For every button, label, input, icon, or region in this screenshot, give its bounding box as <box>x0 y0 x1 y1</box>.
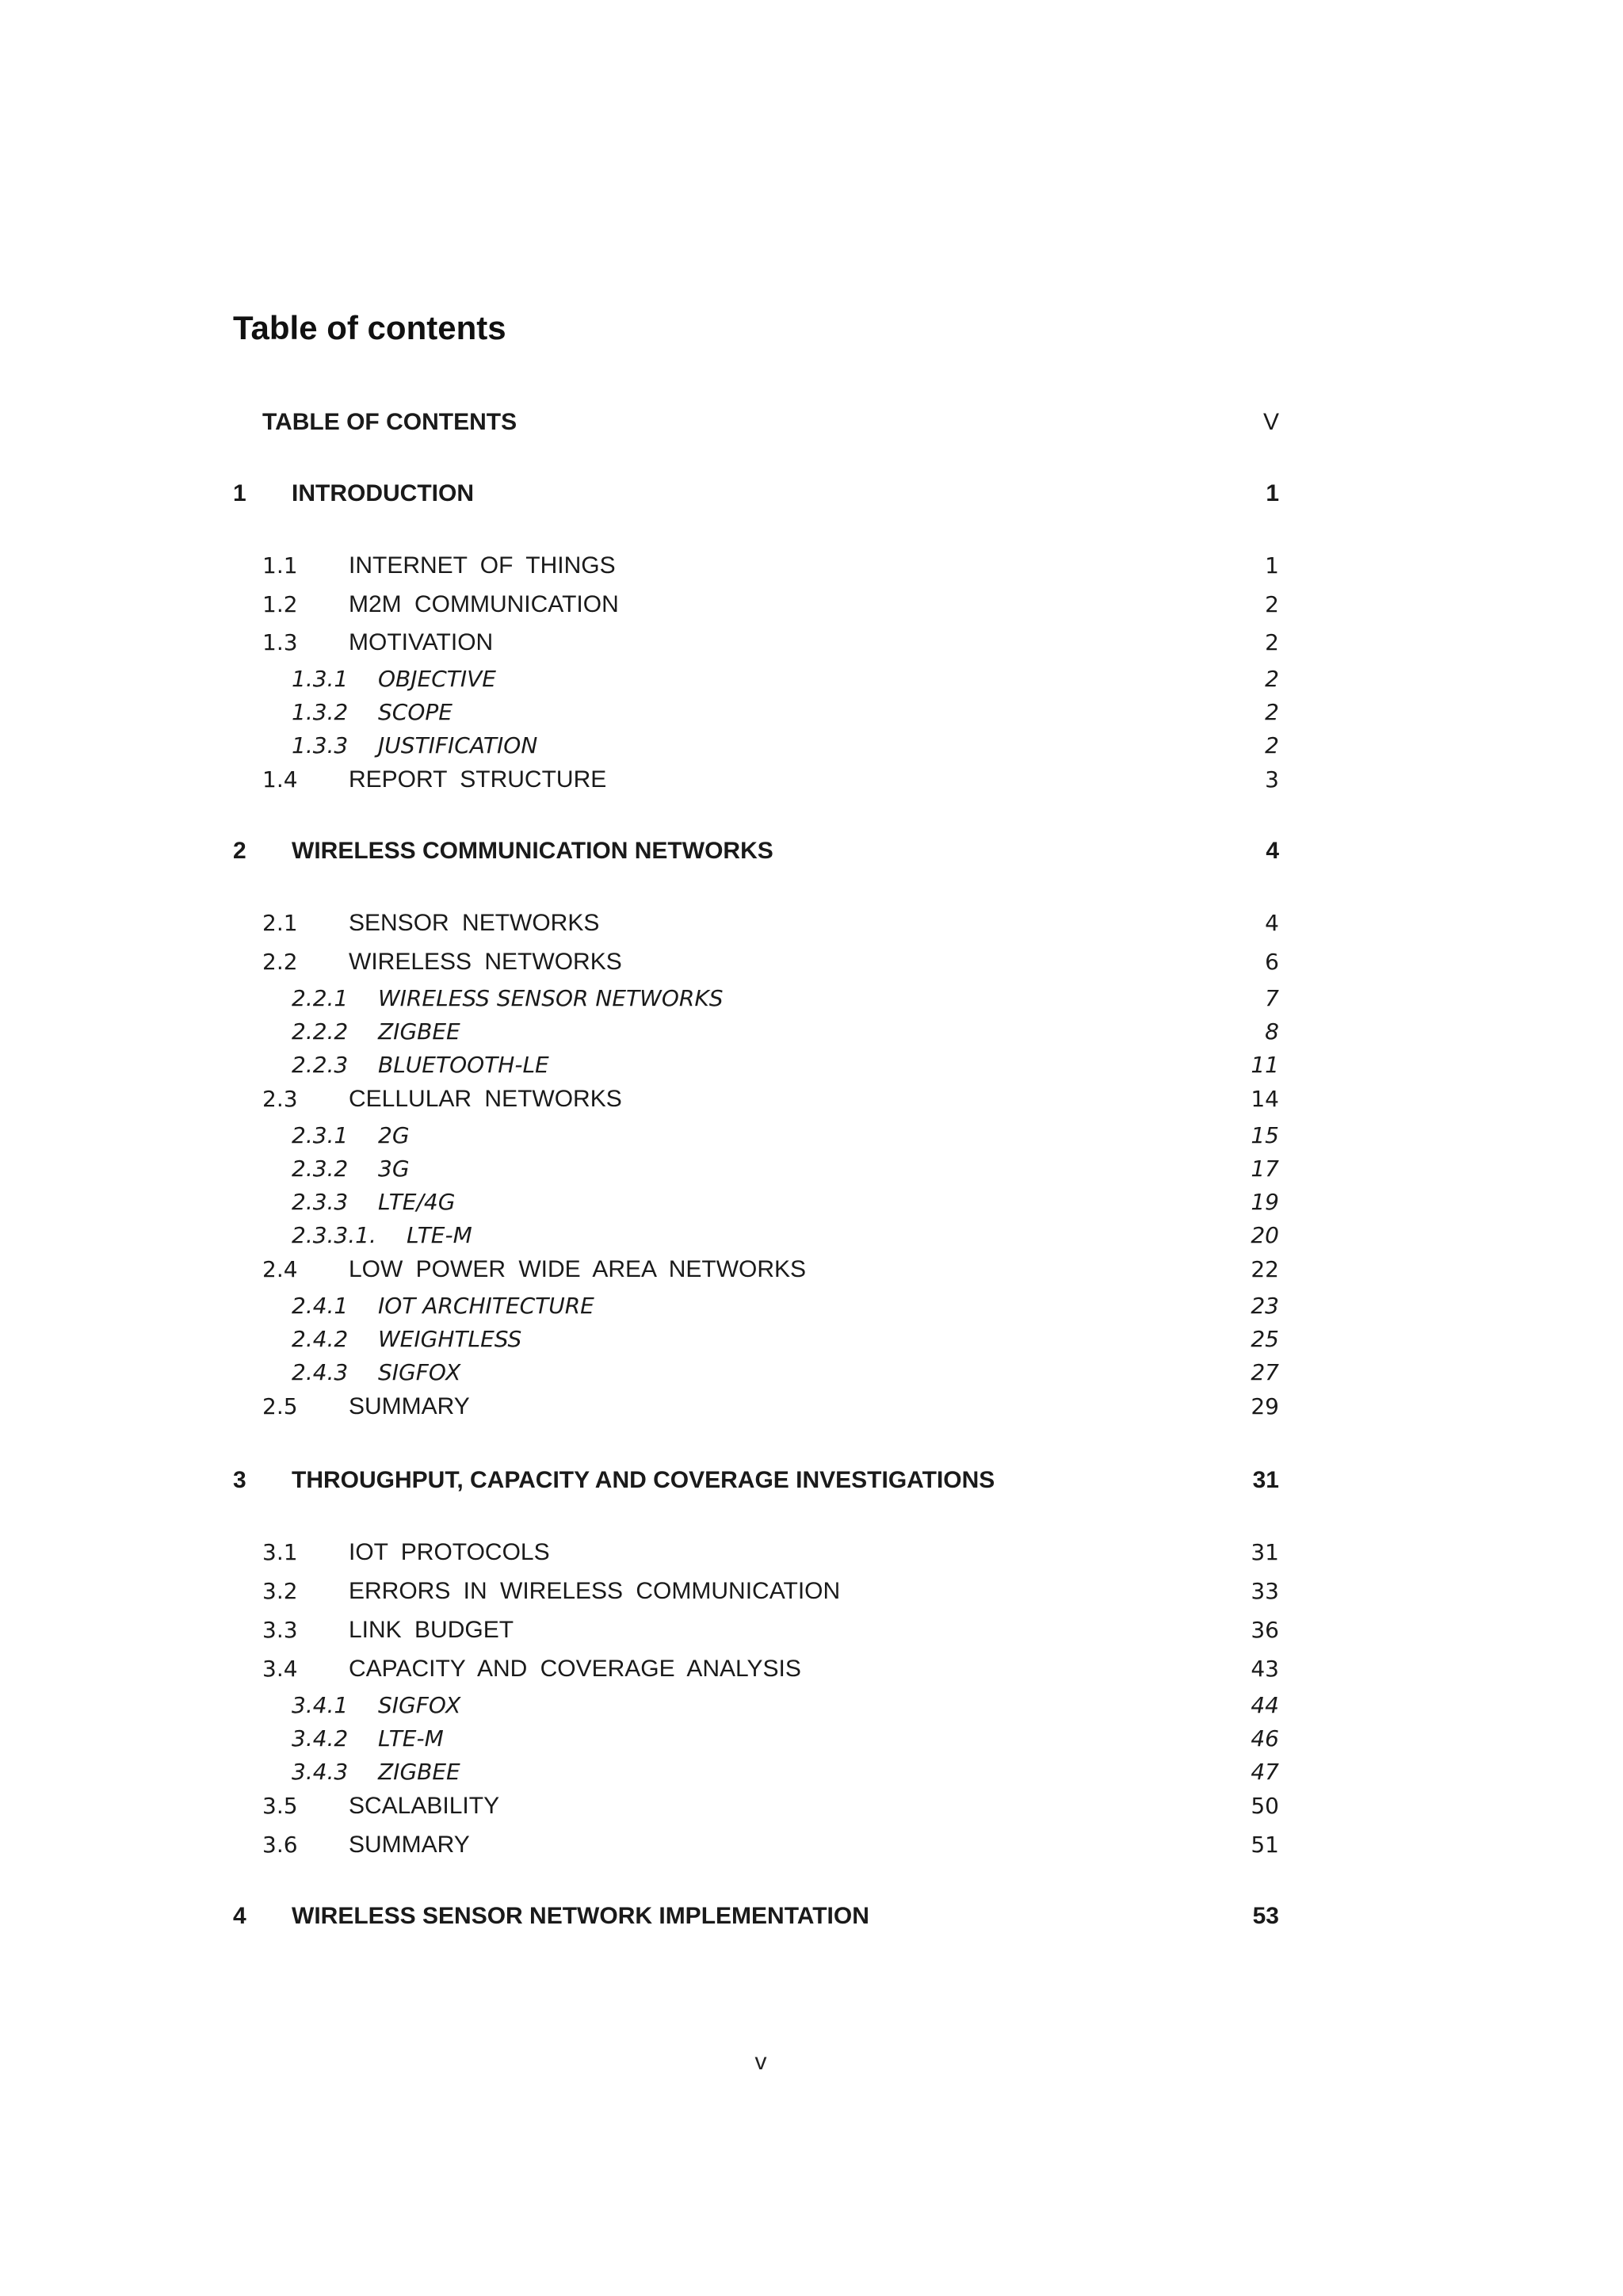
toc-page-number: 2 <box>1265 591 1279 617</box>
toc-entry-label: IOT PROTOCOLS <box>349 1539 550 1565</box>
toc-page-number: 44 <box>1251 1692 1279 1718</box>
toc-section-3-4[interactable] <box>0 1651 1623 1687</box>
toc-entry-label: TABLE OF CONTENTS <box>262 409 517 435</box>
toc-entry-label: 2G <box>378 1122 410 1148</box>
toc-section-3-3[interactable] <box>0 1612 1623 1648</box>
toc-subsection-2-2-1[interactable] <box>0 980 1623 1017</box>
toc-entry-number: 2.1 <box>262 910 298 936</box>
toc-entry-number: 2.3.3.1. <box>292 1222 376 1248</box>
toc-entry-number: 2.2.2 <box>292 1018 349 1045</box>
toc-entry-front-matter[interactable] <box>0 404 1623 441</box>
toc-subsection-2-3-3[interactable] <box>0 1184 1623 1221</box>
toc-entry-number: 3 <box>233 1467 246 1493</box>
toc-subsection-2-4-2[interactable] <box>0 1321 1623 1358</box>
toc-page-number: 8 <box>1265 1018 1279 1045</box>
toc-subsection-3-4-2[interactable] <box>0 1721 1623 1757</box>
toc-section-3-2[interactable] <box>0 1573 1623 1610</box>
toc-entry-number: 2.2 <box>262 949 298 975</box>
toc-page-number: 23 <box>1251 1293 1279 1319</box>
toc-entry-label: SUMMARY <box>349 1832 470 1858</box>
toc-section-2-4[interactable] <box>0 1251 1623 1288</box>
toc-section-1-1[interactable] <box>0 548 1623 584</box>
toc-subsection-2-4-3[interactable] <box>0 1354 1623 1391</box>
toc-entry-label: SIGFOX <box>378 1359 461 1385</box>
toc-page-number: 20 <box>1251 1222 1279 1248</box>
toc-entry-label: WIRELESS SENSOR NETWORK IMPLEMENTATION <box>292 1903 869 1929</box>
toc-entry-label: THROUGHPUT, CAPACITY AND COVERAGE INVESTIGATIONS <box>292 1467 995 1493</box>
toc-subsection-2-4-1[interactable] <box>0 1288 1623 1324</box>
toc-page-number: 51 <box>1251 1832 1279 1858</box>
toc-entry-label: WEIGHTLESS <box>378 1326 522 1352</box>
toc-section-2-3[interactable] <box>0 1081 1623 1117</box>
toc-page-number: 11 <box>1251 1052 1279 1078</box>
toc-section-1-3[interactable] <box>0 625 1623 661</box>
toc-entry-number: 2.4.3 <box>292 1359 349 1385</box>
toc-page-number: V <box>1262 409 1279 435</box>
toc-subsection-2-2-2[interactable] <box>0 1014 1623 1050</box>
toc-entry-label: REPORT STRUCTURE <box>349 766 607 793</box>
toc-entry-number: 3.4.2 <box>292 1725 349 1752</box>
toc-entry-number: 1.3.2 <box>292 699 349 725</box>
toc-section-2-1[interactable] <box>0 905 1623 942</box>
toc-entry-number: 3.3 <box>262 1617 298 1643</box>
toc-page-number: 50 <box>1251 1793 1279 1819</box>
toc-entry-label: LTE-M <box>407 1222 472 1248</box>
toc-page-number: 22 <box>1251 1256 1279 1282</box>
toc-page-number: 2 <box>1265 699 1279 725</box>
toc-subsection-3-4-1[interactable] <box>0 1687 1623 1724</box>
toc-entry-number: 3.2 <box>262 1578 298 1604</box>
toc-entry-label: ZIGBEE <box>378 1759 460 1785</box>
toc-entry-label: IOT ARCHITECTURE <box>378 1293 594 1319</box>
toc-page-number: 14 <box>1251 1086 1279 1112</box>
toc-page-number: 46 <box>1251 1725 1279 1752</box>
toc-entry-number: 1.3.1 <box>292 666 349 692</box>
toc-entry-number: 2.3.1 <box>292 1122 349 1148</box>
toc-entry-label: LINK BUDGET <box>349 1617 514 1643</box>
toc-page-number: 4 <box>1266 838 1279 864</box>
toc-section-2-2[interactable] <box>0 944 1623 980</box>
toc-section-3-6[interactable] <box>0 1827 1623 1863</box>
toc-entry-label: WIRELESS SENSOR NETWORKS <box>378 985 724 1011</box>
toc-page-number: 31 <box>1251 1539 1279 1565</box>
toc-entry-label: SIGFOX <box>378 1692 461 1718</box>
toc-entry-number: 3.5 <box>262 1793 298 1819</box>
toc-entry-label: ERRORS IN WIRELESS COMMUNICATION <box>349 1578 841 1604</box>
toc-chapter-1[interactable] <box>0 476 1623 512</box>
toc-entry-label: CAPACITY AND COVERAGE ANALYSIS <box>349 1656 801 1682</box>
toc-subsection-1-3-2[interactable] <box>0 694 1623 731</box>
toc-subsection-2-3-2[interactable] <box>0 1151 1623 1187</box>
toc-entry-number: 1.2 <box>262 591 298 617</box>
toc-entry-number: 2.3.2 <box>292 1156 349 1182</box>
toc-entry-number: 2.3.3 <box>292 1189 349 1215</box>
toc-section-2-5[interactable] <box>0 1389 1623 1425</box>
toc-page-number: 19 <box>1251 1189 1279 1215</box>
toc-page-number: 2 <box>1265 732 1279 758</box>
toc-entry-label: OBJECTIVE <box>378 666 496 692</box>
toc-entry-number: 1 <box>233 480 246 506</box>
toc-entry-label: MOTIVATION <box>349 629 494 655</box>
toc-entry-number: 3.4.1 <box>292 1692 349 1718</box>
toc-entry-label: JUSTIFICATION <box>378 732 538 758</box>
toc-subsection-1-3-3[interactable] <box>0 728 1623 764</box>
toc-entry-number: 2.3 <box>262 1086 298 1112</box>
toc-entry-number: 2.2.1 <box>292 985 349 1011</box>
toc-page-number: 47 <box>1251 1759 1279 1785</box>
toc-entry-number: 2 <box>233 838 246 864</box>
toc-page-number: 43 <box>1251 1656 1279 1682</box>
toc-entry-number: 3.1 <box>262 1539 298 1565</box>
toc-entry-number: 1.3.3 <box>292 732 349 758</box>
toc-entry-number: 2.4 <box>262 1256 298 1282</box>
toc-entry-label: 3G <box>378 1156 410 1182</box>
toc-page-number: 33 <box>1251 1578 1279 1604</box>
toc-entry-label: SUMMARY <box>349 1393 470 1419</box>
toc-entry-label: LTE-M <box>378 1725 444 1752</box>
toc-page-number: 3 <box>1265 766 1279 793</box>
toc-entry-label: SCOPE <box>378 699 453 725</box>
page-number-footer: v <box>754 2049 767 2075</box>
toc-page-number: 31 <box>1252 1467 1279 1493</box>
toc-entry-number: 2.4.2 <box>292 1326 349 1352</box>
toc-page-number: 25 <box>1251 1326 1279 1352</box>
toc-page-number: 2 <box>1265 629 1279 655</box>
toc-entry-label: SENSOR NETWORKS <box>349 910 600 936</box>
toc-page-number: 7 <box>1265 985 1279 1011</box>
toc-page-number: 2 <box>1265 666 1279 692</box>
toc-entry-label: INTERNET OF THINGS <box>349 552 616 579</box>
toc-entry-label: WIRELESS COMMUNICATION NETWORKS <box>292 838 773 864</box>
toc-chapter-4[interactable] <box>0 1898 1623 1935</box>
toc-entry-number: 3.4 <box>262 1656 298 1682</box>
toc-section-3-5[interactable] <box>0 1788 1623 1824</box>
toc-entry-label: M2M COMMUNICATION <box>349 591 619 617</box>
toc-page-number: 36 <box>1251 1617 1279 1643</box>
toc-page-number: 1 <box>1266 480 1279 506</box>
toc-subsubsection-2-3-3-1[interactable] <box>0 1217 1623 1254</box>
toc-section-3-1[interactable] <box>0 1534 1623 1571</box>
toc-page-number: 17 <box>1251 1156 1279 1182</box>
toc-entry-label: ZIGBEE <box>378 1018 460 1045</box>
toc-entry-label: SCALABILITY <box>349 1793 500 1819</box>
toc-page-number: 53 <box>1252 1903 1279 1929</box>
toc-entry-label: BLUETOOTH-LE <box>378 1052 549 1078</box>
toc-entry-number: 1.4 <box>262 766 298 793</box>
toc-subsection-3-4-3[interactable] <box>0 1754 1623 1790</box>
toc-section-1-2[interactable] <box>0 586 1623 623</box>
toc-entry-number: 1.1 <box>262 552 298 579</box>
toc-entry-label: LOW POWER WIDE AREA NETWORKS <box>349 1256 807 1282</box>
toc-page-number: 4 <box>1265 910 1279 936</box>
toc-chapter-2[interactable] <box>0 833 1623 869</box>
toc-page-number: 29 <box>1251 1393 1279 1419</box>
toc-entry-number: 2.2.3 <box>292 1052 349 1078</box>
toc-entry-number: 4 <box>233 1903 246 1929</box>
toc-entry-number: 1.3 <box>262 629 298 655</box>
toc-page-number: 6 <box>1265 949 1279 975</box>
page-title: Table of contents <box>233 309 506 346</box>
toc-entry-number: 3.4.3 <box>292 1759 349 1785</box>
toc-page-number: 27 <box>1251 1359 1279 1385</box>
toc-subsection-1-3-1[interactable] <box>0 661 1623 697</box>
toc-page-number: 1 <box>1265 552 1279 579</box>
toc-entry-label: INTRODUCTION <box>292 480 474 506</box>
toc-entry-number: 2.4.1 <box>292 1293 349 1319</box>
toc-entry-label: LTE/4G <box>378 1189 456 1215</box>
toc-entry-label: CELLULAR NETWORKS <box>349 1086 622 1112</box>
toc-entry-label: WIRELESS NETWORKS <box>349 949 622 975</box>
toc-entry-number: 2.5 <box>262 1393 298 1419</box>
toc-page-number: 15 <box>1251 1122 1279 1148</box>
toc-chapter-3[interactable] <box>0 1462 1623 1499</box>
toc-section-1-4[interactable] <box>0 762 1623 798</box>
toc-subsection-2-3-1[interactable] <box>0 1117 1623 1154</box>
toc-subsection-2-2-3[interactable] <box>0 1047 1623 1083</box>
toc-entry-number: 3.6 <box>262 1832 298 1858</box>
